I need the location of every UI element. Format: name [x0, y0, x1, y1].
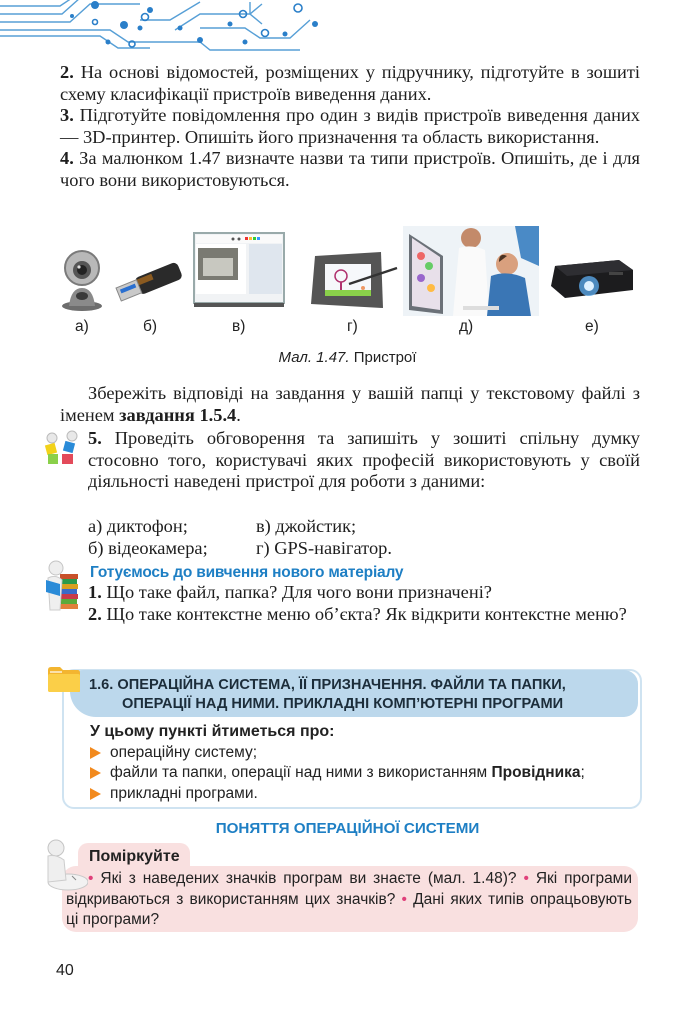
- task-3: 3. Підготуйте повідомлення про один з видів пристроїв виведення даних — 3D-принтер. Опишіть його призначення та область використання.: [60, 105, 640, 147]
- figure-label: е): [585, 318, 599, 335]
- figure-label: г): [347, 318, 358, 335]
- section-title: 1.6. ОПЕРАЦІЙНА СИСТЕМА, ЇЇ ПРИЗНАЧЕННЯ. ФАЙЛИ ТА ПАПКИ, ОПЕРАЦІЇ НАД НИМИ. ПРИКЛАДНІ КОМП’ЮТЕРНІ ПРОГРАМИ: [89, 677, 566, 712]
- think-title: Поміркуйте: [89, 848, 180, 865]
- intro-item: операційну систему;: [90, 743, 640, 764]
- prep-question-2: 2. Що таке контекстне меню об’єкта? Як відкрити контекстне меню?: [88, 603, 627, 624]
- orange-triangle-bullet-icon: [90, 767, 101, 779]
- pink-bullet-icon: •: [88, 870, 94, 887]
- touchscreen-monitor-image: [403, 226, 539, 316]
- usb-flash-drive-image: [115, 261, 185, 307]
- section-intro-lead: У цьому пункті йтиметься про:: [90, 723, 335, 740]
- interactive-whiteboard-image: [193, 232, 285, 308]
- pink-bullet-icon: •: [523, 870, 529, 887]
- figure-label: д): [459, 318, 474, 335]
- option-dictaphone: а) диктофон;: [88, 516, 188, 536]
- figure-caption: Мал. 1.47. Пристрої: [278, 349, 417, 366]
- intro-item: файли та папки, операції над ними з використанням Провідника;: [90, 763, 640, 784]
- figure-label: в): [232, 318, 246, 335]
- prep-questions: [60, 582, 640, 625]
- option-videocamera: б) відеокамера;: [88, 537, 208, 558]
- intro-item: прикладні програми.: [90, 784, 640, 805]
- webcam-image: [59, 248, 105, 312]
- figure-labels: [55, 318, 645, 340]
- figure-label: б): [143, 318, 158, 335]
- task-5-options: [88, 516, 588, 559]
- prep-question-1: 1. Що таке файл, папка? Для чого вони призначені?: [88, 582, 492, 602]
- folder-icon: [47, 666, 81, 693]
- save-note: Збережіть відповіді на завдання у вашій папці у текстовому файлі з іменем завдання 1.5.4.: [60, 383, 640, 425]
- page-number: 40: [56, 962, 74, 979]
- graphics-tablet-image: [311, 252, 399, 310]
- task-4: 4. За малюнком 1.47 визначте назви та типи пристроїв. Опишіть, де і для чого вони використовуються.: [60, 148, 640, 190]
- section-intro: [90, 722, 640, 804]
- circuit-board-decoration-icon: [0, 0, 330, 55]
- task-2: 2. На основі відомостей, розміщених у підручнику, підготуйте в зошиті схему класифікації пристроїв виведення даних.: [60, 62, 640, 104]
- tasks-top: [60, 62, 640, 191]
- orange-triangle-bullet-icon: [90, 747, 101, 759]
- subsection-heading: ПОНЯТТЯ ОПЕРАЦІЙНОЇ СИСТЕМИ: [215, 820, 480, 837]
- figure-1-47: [55, 226, 645, 316]
- orange-triangle-bullet-icon: [90, 788, 101, 800]
- prep-heading: Готуємось до вивчення нового матеріалу: [90, 564, 404, 581]
- think-questions: • Які з наведених значків програм ви знаєте (мал. 1.48)? • Які програми відкриваються з використанням цих значків? • Дані яких типів опрацьовують ці програми?: [66, 870, 633, 928]
- task-5: 5. Проведіть обговорення та запишіть у зошиті спільну думку стосовно того, користувачі яких професій використовують у своїй діяльності наведені пристрої для роботи з даними:: [88, 428, 640, 491]
- pink-bullet-icon: •: [401, 890, 407, 908]
- option-gps-navigator: г) GPS-навігатор.: [256, 537, 392, 558]
- figure-label: а): [75, 318, 89, 335]
- projector-image: [549, 256, 635, 302]
- option-joystick: в) джойстик;: [256, 516, 357, 536]
